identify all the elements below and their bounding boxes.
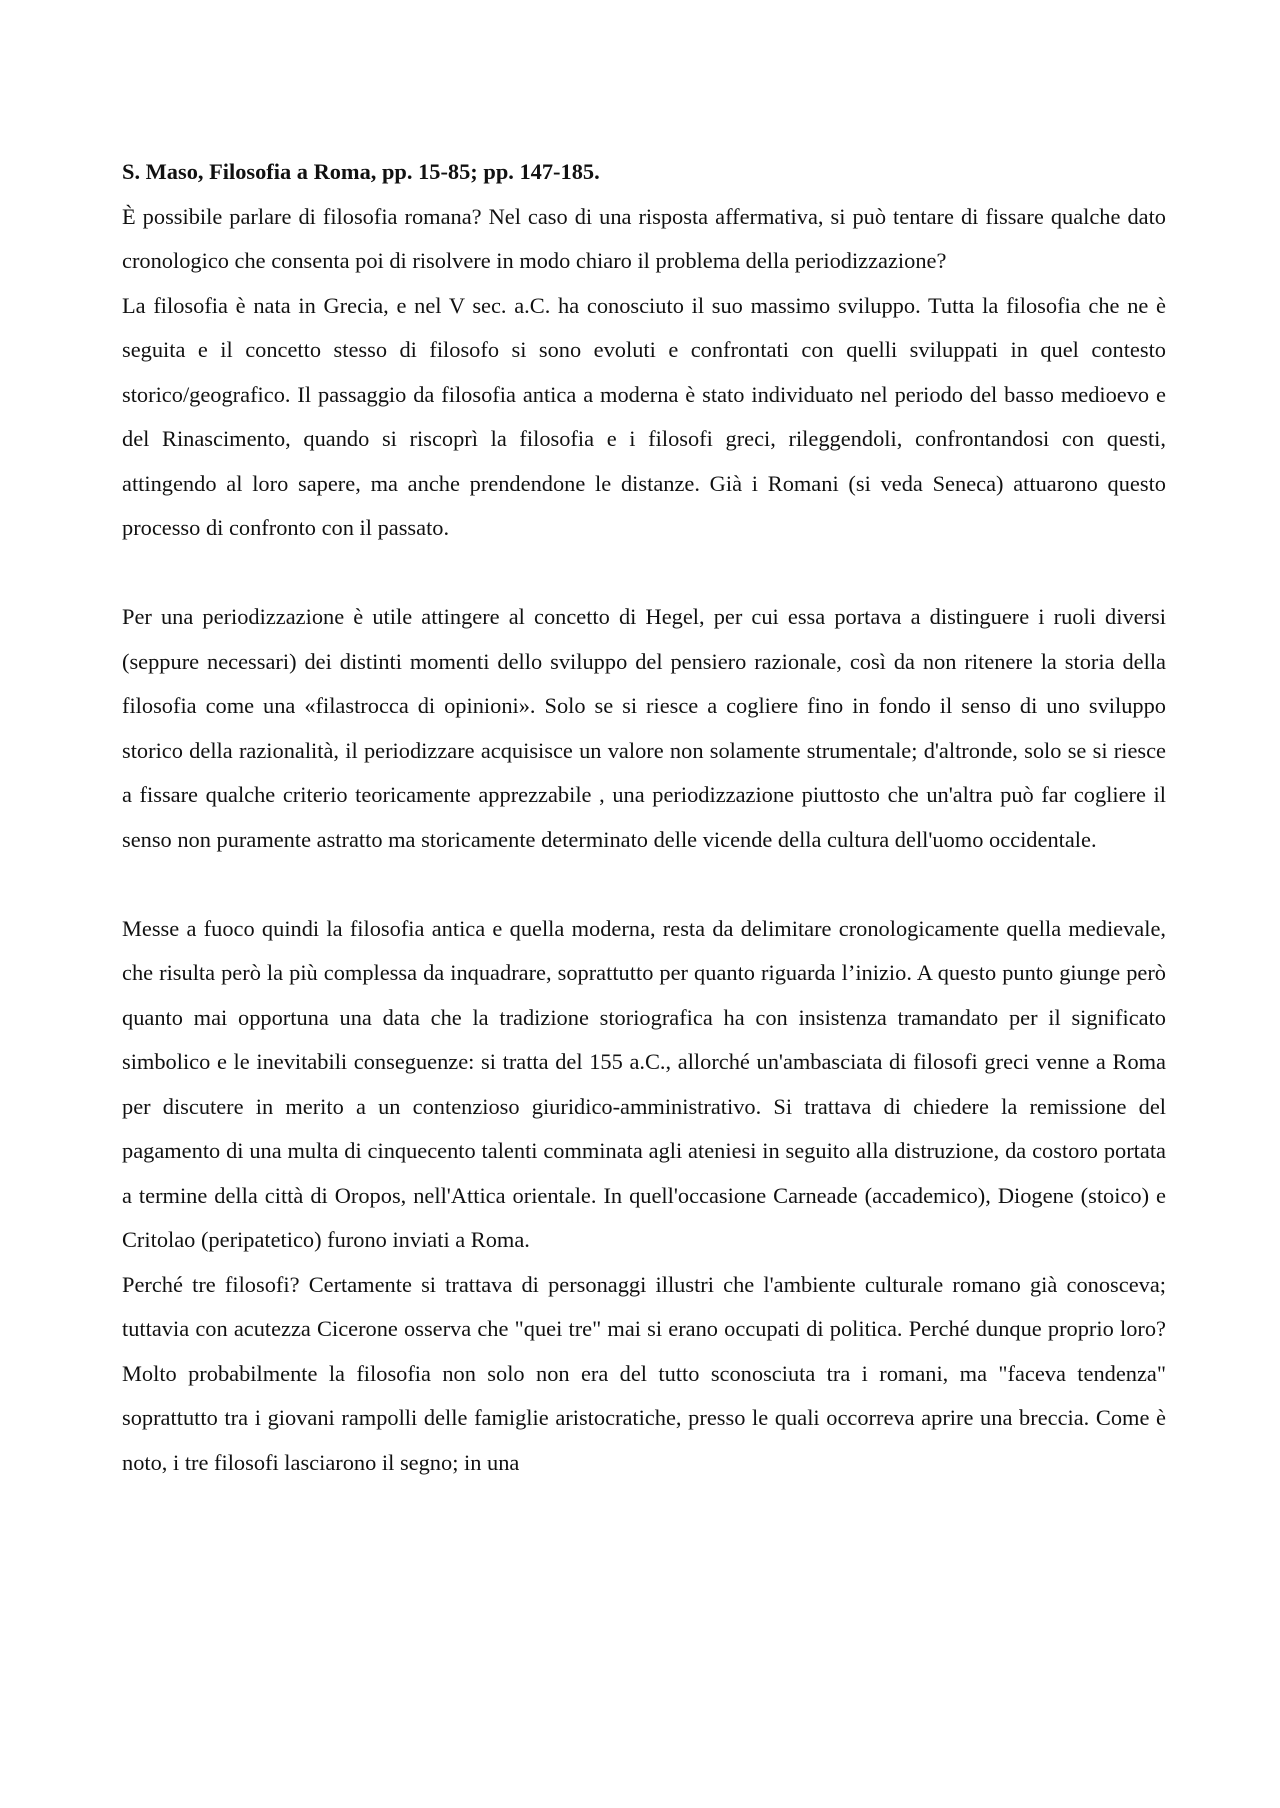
paragraph-155-embassy: Messe a fuoco quindi la filosofia antica e quella moderna, resta da delimitare cronologicamente quella medievale, che risulta però la più complessa da inquadrare, soprattutto per quanto riguarda l’inizio. A questo punto giunge però quanto mai opportuna una data che la tradizione storiografica ha con insistenza tramandato per il significato simbolico e le inevitabili conseguenze: si tratta del 155 a.C., allorché un'ambasciata di filosofi greci venne a Roma per discutere in merito a un contenzioso giuridico-amministrativo. Si trattava di chiedere la remissione del pagamento di una multa di cinquecento talenti comminata agli ateniesi in seguito alla distruzione, da costoro portata a termine della città di Oropos, nell'Attica orientale. In quell'occasione Carneade (accademico), Diogene (stoico) e Critolao (peripatetico) furono inviati a Roma. bbox=[122, 915, 1166, 1252]
document-title: S. Maso, Filosofia a Roma, pp. 15-85; pp. 147-185. bbox=[122, 159, 600, 184]
paragraph-hegel-periodization: Per una periodizzazione è utile attingere al concetto di Hegel, per cui essa portava a distinguere i ruoli diversi (seppure necessari) dei distinti momenti dello sviluppo del pensiero razionale, così da non ritenere la storia della filosofia come una «filastrocca di opinioni». Solo se si riesce a cogliere fino in fondo il senso di uno sviluppo storico della razionalità, il periodizzare acquisisce un valore non solamente strumentale; d'altronde, solo se si riesce a fissare qualche criterio teoricamente apprezzabile , una periodizzazione piuttosto che un'altra può far cogliere il senso non puramente astratto ma storicamente determinato delle vicende della cultura dell'uomo occidentale. bbox=[122, 604, 1166, 852]
paragraph-intro-question: È possibile parlare di filosofia romana? Nel caso di una risposta affermativa, si può tentare di fissare qualche dato cronologico che consenta poi di risolvere in modo chiaro il problema della periodizzazione? bbox=[122, 203, 1166, 273]
document-page bbox=[122, 150, 1166, 1485]
paragraph-three-philosophers: Perché tre filosofi? Certamente si trattava di personaggi illustri che l'ambiente culturale romano già conosceva; tuttavia con acutezza Cicerone osserva che "quei tre" mai si erano occupati di politica. Perché dunque proprio loro? Molto probabilmente la filosofia non solo non era del tutto sconosciuta tra i romani, ma "faceva tendenza" soprattutto tra i giovani rampolli delle famiglie aristocratiche, presso le quali occorreva aprire una breccia. Come è noto, i tre filosofi lasciarono il segno; in una bbox=[122, 1271, 1166, 1475]
paragraph-greek-origins: La filosofia è nata in Grecia, e nel V sec. a.C. ha conosciuto il suo massimo sviluppo. Tutta la filosofia che ne è seguita e il concetto stesso di filosofo si sono evoluti e confrontati con quelli sviluppati in quel contesto storico/geografico. Il passaggio da filosofia antica a moderna è stato individuato nel periodo del basso medioevo e del Rinascimento, quando si riscoprì la filosofia e i filosofi greci, rileggendoli, confrontandosi con questi, attingendo al loro sapere, ma anche prendendone le distanze. Già i Romani (si veda Seneca) attuarono questo processo di confronto con il passato. bbox=[122, 292, 1166, 540]
